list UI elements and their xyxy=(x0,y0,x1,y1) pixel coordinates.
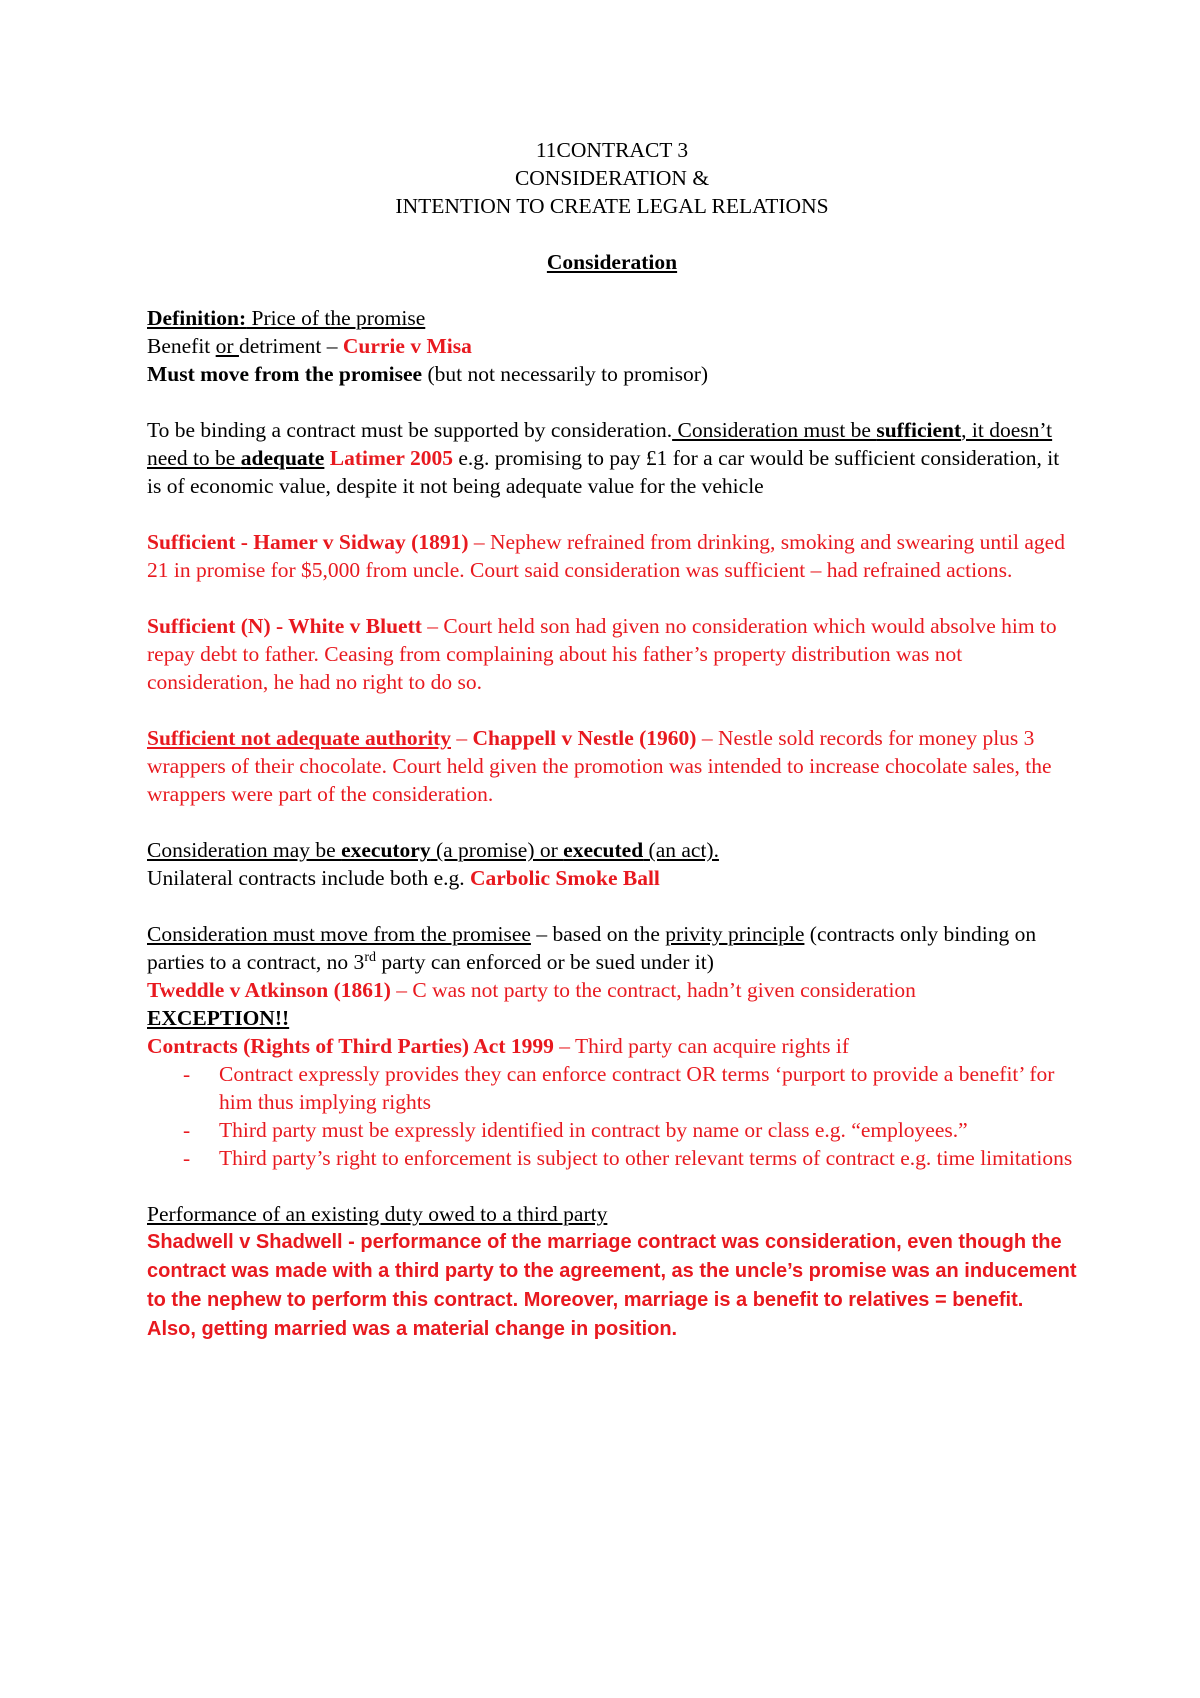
privity-block xyxy=(147,920,1077,1172)
document-title xyxy=(147,136,1077,220)
privity-superscript: rd xyxy=(364,949,376,965)
executory-block xyxy=(147,836,1077,892)
privity-paragraph xyxy=(147,920,1077,976)
unilateral-line xyxy=(147,864,1077,892)
benefit-or-text: or xyxy=(215,334,239,358)
case-currie-misa: Currie v Misa xyxy=(342,334,472,358)
act-text: – Third party can acquire rights if xyxy=(553,1034,850,1058)
hamer-heading: Sufficient - Hamer v Sidway (1891) xyxy=(147,530,469,554)
privity-text-2: – based on the xyxy=(530,922,666,946)
act-conditions-list xyxy=(147,1060,1077,1172)
benefit-text: Benefit xyxy=(147,334,216,358)
exception-label: EXCEPTION!! xyxy=(147,1006,290,1030)
executory-text-1: Consideration may be xyxy=(147,838,342,862)
case-latimer: Latimer 2005 xyxy=(329,446,453,470)
chappell-text: – Nestle sold records for money plus 3 wrappers of their chocolate. Court held given the promotion was intended to increase chocolate sales, the wrappers were part of the consideration. xyxy=(147,726,1052,806)
case-chappell-nestle xyxy=(147,724,1077,808)
privity-text-5: party can enforced or be sued under it) xyxy=(375,950,714,974)
list-item-text: Third party must be expressly identified in contract by name or class e.g. “employees.” xyxy=(219,1118,968,1142)
performance-heading: Performance of an existing duty owed to a third party xyxy=(147,1202,608,1226)
list-item-text: Third party’s right to enforcement is subject to other relevant terms of contract e.g. time limitations xyxy=(219,1146,1073,1170)
definition-label: Definition: xyxy=(147,306,247,330)
case-hamer-sidway xyxy=(147,528,1077,584)
must-move-line xyxy=(147,360,1077,388)
exception-line xyxy=(147,1004,1077,1032)
list-item xyxy=(183,1144,1077,1172)
case-white-bluett xyxy=(147,612,1077,696)
definition-text: Price of the promise xyxy=(246,306,426,330)
must-move-text: Must move from the promisee xyxy=(147,362,423,386)
binding-text-4: , it doesn’t need to be xyxy=(147,418,1053,470)
binding-text-1: To be binding a contract must be supported by consideration. xyxy=(147,418,673,442)
binding-paragraph xyxy=(147,416,1077,500)
executory-text-3: (a promise) or xyxy=(430,838,564,862)
document-body xyxy=(147,136,1077,1344)
tweddle-heading: Tweddle v Atkinson (1861) xyxy=(147,978,391,1002)
benefit-line xyxy=(147,332,1077,360)
tweddle-text: – C was not party to the contract, hadn’t given consideration xyxy=(390,978,916,1002)
case-shadwell-shadwell: Shadwell v Shadwell - performance of the marriage contract was consideration, even though the contract was made with a third party to the agreement, as the uncle’s promise was an inducement to the nephew to perform this contract. Moreover, marriage is a benefit to relatives = benefit. Also, getting married was a material change in position. xyxy=(147,1231,1077,1340)
performance-block xyxy=(147,1200,1077,1344)
definition-block xyxy=(147,304,1077,388)
executed-word: executed xyxy=(563,838,644,862)
list-item xyxy=(183,1116,1077,1144)
chappell-dash: – xyxy=(451,726,473,750)
case-carbolic-smoke-ball: Carbolic Smoke Ball xyxy=(469,866,660,890)
title-line-1: 11CONTRACT 3 xyxy=(535,138,689,162)
section-heading-text: Consideration xyxy=(546,250,678,274)
hamer-text: – Nephew refrained from drinking, smoking and swearing until aged 21 in promise for $5,000 from uncle. Court said consideration was sufficient – had refrained actions. xyxy=(147,530,1065,582)
dash-bullet: - xyxy=(183,1062,191,1086)
binding-text-2: Consideration must be xyxy=(672,418,877,442)
list-item-text: Contract expressly provides they can enforce contract OR terms ‘purport to provide a benefit’ for him thus implying rights xyxy=(219,1062,1055,1114)
must-move-rest: (but not necessarily to promisor) xyxy=(422,362,709,386)
detriment-text: detriment – xyxy=(238,334,343,358)
binding-adequate: adequate xyxy=(240,446,325,470)
case-tweddle-atkinson xyxy=(147,976,1077,1004)
white-heading: Sufficient (N) - White v Bluett xyxy=(147,614,422,638)
title-line-3: INTENTION TO CREATE LEGAL RELATIONS xyxy=(395,194,829,218)
chappell-authority: Sufficient not adequate authority xyxy=(147,726,451,750)
list-item xyxy=(183,1060,1077,1116)
act-heading: Contracts (Rights of Third Parties) Act 1999 xyxy=(147,1034,554,1058)
executory-line xyxy=(147,836,1077,864)
executory-text-5: (an act). xyxy=(643,838,719,862)
executory-word: executory xyxy=(341,838,431,862)
privity-principle: privity principle xyxy=(665,922,805,946)
dash-bullet: - xyxy=(183,1118,191,1142)
chappell-heading: Chappell v Nestle (1960) xyxy=(472,726,697,750)
definition-line xyxy=(147,304,1077,332)
white-text: – Court held son had given no consideration which would absolve him to repay debt to father. Ceasing from complaining about his father’s property distribution was not consideration, he had no right to do so. xyxy=(147,614,1057,694)
title-line-2: CONSIDERATION & xyxy=(514,166,710,190)
act-1999-line xyxy=(147,1032,1077,1060)
unilateral-text: Unilateral contracts include both e.g. xyxy=(147,866,470,890)
privity-text-4: (contracts only binding on parties to a contract, no 3 xyxy=(147,922,1037,974)
privity-text-1: Consideration must move from the promisee xyxy=(147,922,531,946)
binding-text-7: e.g. promising to pay £1 for a car would be sufficient consideration, it is of economic value, despite it not being adequate value for the vehicle xyxy=(147,446,1060,498)
section-heading xyxy=(147,248,1077,276)
binding-sufficient: sufficient xyxy=(876,418,962,442)
dash-bullet: - xyxy=(183,1146,191,1170)
